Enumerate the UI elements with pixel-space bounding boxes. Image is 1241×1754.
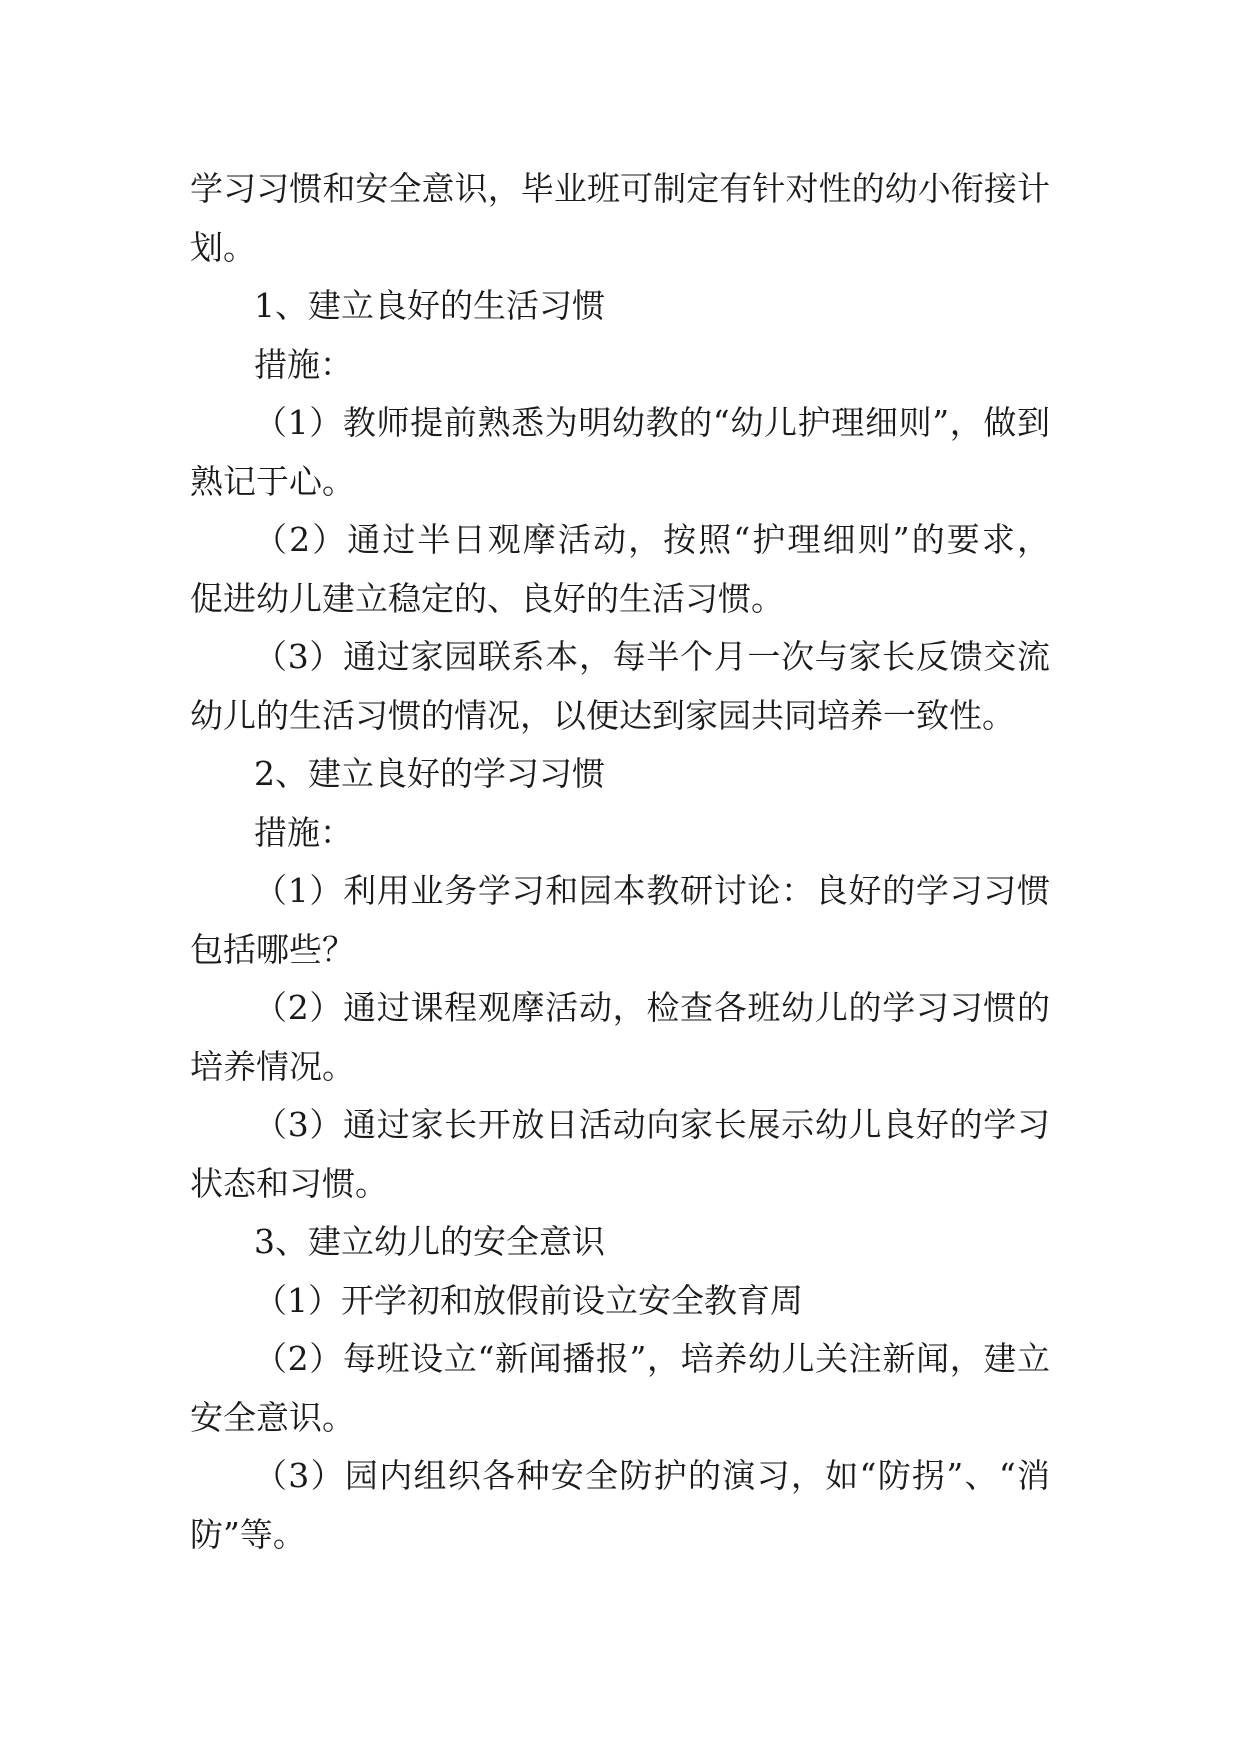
list-item-line: （2）每班设立“新闻播报”，培养幼儿关注新闻，建立 — [254, 1339, 1050, 1378]
list-item-line: 幼儿的生活习惯的情况，以便达到家园共同培养一致性。 — [190, 695, 1015, 735]
section-heading-3: 3、建立幼儿的安全意识 — [254, 1222, 605, 1261]
measures-label: 措施： — [254, 344, 353, 384]
document-body — [190, 160, 1050, 1564]
measures-label: 措施： — [254, 812, 353, 852]
list-item-line: （2）通过课程观摩活动，检查各班幼儿的学习习惯的 — [254, 988, 1050, 1027]
list-item-line: 安全意识。 — [190, 1397, 355, 1437]
list-item-line: 包括哪些？ — [190, 929, 355, 969]
list-item-line: 状态和习惯。 — [190, 1163, 388, 1203]
list-item-line: （1）教师提前熟悉为明幼教的“幼儿护理细则”，做到 — [254, 403, 1050, 442]
paragraph-line: 划。 — [190, 227, 256, 267]
list-item-line: 促进幼儿建立稳定的、良好的生活习惯。 — [190, 578, 784, 618]
list-item-line: （2）通过半日观摩活动，按照“护理细则”的要求， — [254, 520, 1050, 559]
paragraph-line: 学习习惯和安全意识，毕业班可制定有针对性的幼小衔接计 — [190, 169, 1050, 208]
section-heading-2: 2、建立良好的学习习惯 — [254, 754, 605, 793]
list-item-line: 培养情况。 — [190, 1046, 355, 1086]
list-item-line: （3）园内组织各种安全防护的演习，如“防拐”、“消 — [254, 1456, 1050, 1495]
list-item-line: （3）通过家长开放日活动向家长展示幼儿良好的学习 — [254, 1105, 1050, 1144]
list-item-line: （3）通过家园联系本，每半个月一次与家长反馈交流 — [254, 637, 1050, 676]
list-item-line: 熟记于心。 — [190, 461, 355, 501]
section-heading-1: 1、建立良好的生活习惯 — [254, 286, 605, 325]
list-item-line: 防”等。 — [190, 1514, 306, 1554]
list-item-line: （1）开学初和放假前设立安全教育周 — [254, 1280, 803, 1320]
list-item-line: （1）利用业务学习和园本教研讨论：良好的学习习惯 — [254, 871, 1050, 910]
